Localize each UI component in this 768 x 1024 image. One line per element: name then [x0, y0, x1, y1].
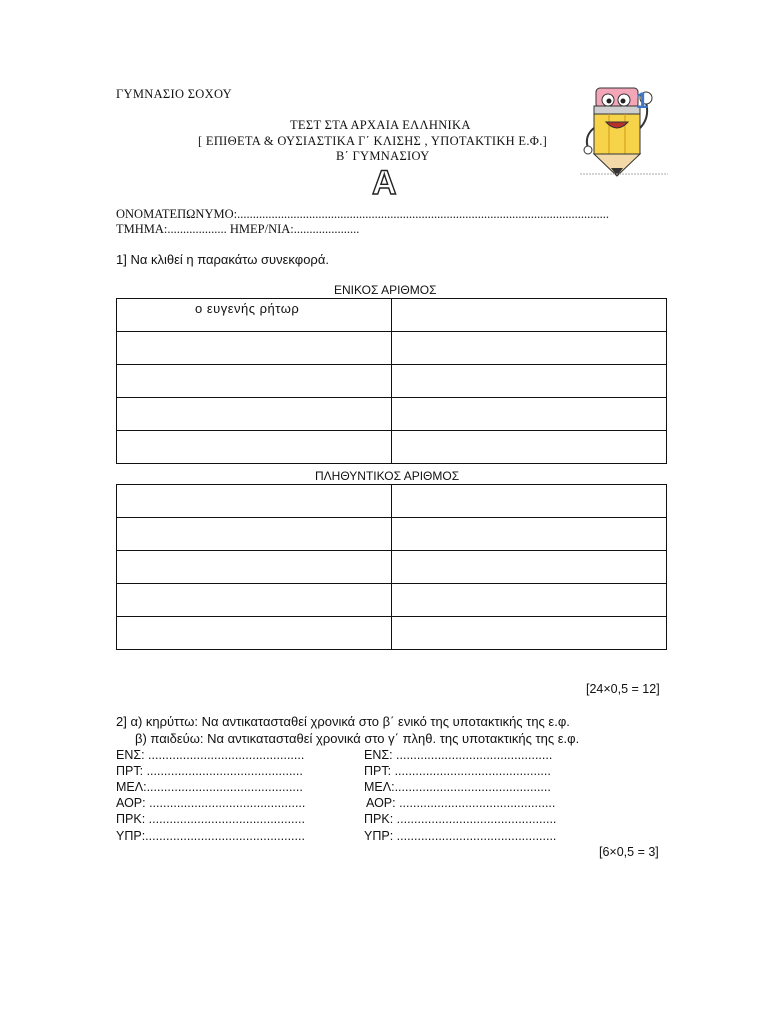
- table-cell[interactable]: [392, 365, 667, 398]
- table-row: [117, 299, 667, 332]
- table-row: [117, 617, 667, 650]
- cell-text: [117, 365, 391, 367]
- table-cell[interactable]: [392, 584, 667, 617]
- table-cell[interactable]: [117, 518, 392, 551]
- table-row: [117, 584, 667, 617]
- table-cell[interactable]: [392, 431, 667, 464]
- left-tense-prt[interactable]: ΠΡΤ: .............................................: [116, 764, 303, 778]
- left-tense-mel[interactable]: ΜΕΛ:.............................................: [116, 780, 303, 794]
- cell-text: [117, 551, 391, 553]
- plural-table: [116, 484, 667, 650]
- table-row: [117, 398, 667, 431]
- left-tense-ypr[interactable]: ΥΠΡ:..............................................: [116, 829, 305, 843]
- cell-text: [392, 617, 666, 619]
- table-cell[interactable]: [392, 485, 667, 518]
- cell-text: [117, 398, 391, 400]
- cell-text: [392, 332, 666, 334]
- table-cell[interactable]: [117, 584, 392, 617]
- cell-text: [392, 518, 666, 520]
- table-cell[interactable]: [117, 617, 392, 650]
- singular-label: ΕΝΙΚΟΣ ΑΡΙΘΜΟΣ: [334, 283, 437, 297]
- school-name: ΓΥΜΝΑΣΙΟ ΣΟΧΟΥ: [116, 87, 232, 101]
- table-cell[interactable]: [117, 485, 392, 518]
- table-row: [117, 518, 667, 551]
- cell-text: [117, 584, 391, 586]
- cell-text: [117, 431, 391, 433]
- table-row: [117, 551, 667, 584]
- cell-text: [117, 518, 391, 520]
- right-tense-ens[interactable]: ΕΝΣ: .............................................: [364, 748, 553, 762]
- test-topic: [ ΕΠΙΘΕΤΑ & ΟΥΣΙΑΣΤΙΚΑ Γ΄ ΚΛΙΣΗΣ , ΥΠΟΤΑΚΤΙΚΗ Ε.Φ.]: [198, 134, 548, 148]
- question-2a-prompt: 2] α) κηρύττω: Να αντικατασταθεί χρονικά στο β΄ ενικό της υποτακτικής της ε.φ.: [116, 714, 570, 729]
- svg-text:1: 1: [636, 88, 649, 113]
- table-cell[interactable]: [392, 299, 667, 332]
- left-tense-ens[interactable]: ΕΝΣ: .............................................: [116, 748, 305, 762]
- grade-level: Β΄ ΓΥΜΝΑΣΙΟΥ: [336, 149, 430, 163]
- cell-text: [392, 398, 666, 400]
- table-row: [117, 431, 667, 464]
- class-date-field[interactable]: ΤΜΗΜΑ:................... ΗΜΕΡ/ΝΙΑ:.....................: [116, 222, 360, 236]
- student-name-field[interactable]: ΟΝΟΜΑΤΕΠΩΝΥΜΟ:.......................................................................................................................: [116, 207, 609, 221]
- table-cell[interactable]: [117, 332, 392, 365]
- right-tense-mel[interactable]: ΜΕΛ:.............................................: [364, 780, 551, 794]
- table-cell[interactable]: [392, 398, 667, 431]
- cell-text: [392, 551, 666, 553]
- cell-text: [117, 485, 391, 487]
- question-1-prompt: 1] Να κλιθεί η παρακάτω συνεκφορά.: [116, 252, 329, 267]
- left-tense-prk[interactable]: ΠΡΚ: .............................................: [116, 812, 305, 826]
- right-tense-prt[interactable]: ΠΡΤ: .............................................: [364, 764, 551, 778]
- singular-table: [116, 298, 667, 464]
- right-tense-prk[interactable]: ΠΡΚ: ..............................................: [364, 812, 557, 826]
- question-1-score: [24×0,5 = 12]: [586, 682, 660, 696]
- plural-label: ΠΛΗΘΥΝΤΙΚΟΣ ΑΡΙΘΜΟΣ: [315, 469, 460, 483]
- pencil-mascot-icon: [578, 78, 670, 178]
- table-cell[interactable]: [392, 551, 667, 584]
- right-tense-aor[interactable]: ΑΟΡ: .............................................: [366, 796, 556, 810]
- table-cell[interactable]: [117, 431, 392, 464]
- table-cell[interactable]: [117, 299, 392, 332]
- right-tense-ypr[interactable]: ΥΠΡ: ..............................................: [364, 829, 557, 843]
- table-cell[interactable]: [117, 365, 392, 398]
- cell-text: [392, 485, 666, 487]
- table-cell[interactable]: [117, 551, 392, 584]
- cell-text: ο ευγενής ρήτωρ: [195, 301, 300, 316]
- test-title: ΤΕΣΤ ΣΤΑ ΑΡΧΑΙΑ ΕΛΛΗΝΙΚΑ: [290, 118, 471, 132]
- table-row: [117, 365, 667, 398]
- cell-text: [392, 299, 666, 301]
- cell-text: [392, 584, 666, 586]
- table-row: [117, 485, 667, 518]
- table-cell[interactable]: [392, 518, 667, 551]
- cell-text: [117, 617, 391, 619]
- table-cell[interactable]: [392, 617, 667, 650]
- cell-text: [392, 431, 666, 433]
- cell-text: [392, 365, 666, 367]
- question-2-score: [6×0,5 = 3]: [599, 845, 659, 859]
- table-cell[interactable]: [117, 398, 392, 431]
- table-cell[interactable]: [392, 332, 667, 365]
- table-row: [117, 332, 667, 365]
- cell-text: [117, 332, 391, 334]
- left-tense-aor[interactable]: ΑΟΡ: .............................................: [116, 796, 306, 810]
- version-letter: Α: [372, 164, 397, 202]
- question-2b-prompt: β) παιδεύω: Να αντικατασταθεί χρονικά στο γ΄ πληθ. της υποτακτικής της ε.φ.: [135, 731, 580, 746]
